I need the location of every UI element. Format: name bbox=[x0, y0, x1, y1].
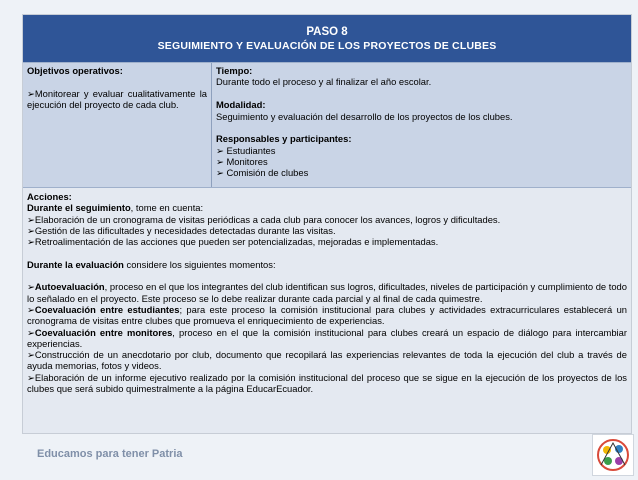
arrow-bullet-icon: ➢ bbox=[27, 303, 35, 315]
arrow-bullet-icon: ➢ bbox=[27, 87, 35, 99]
monitoring-intro: Durante el seguimiento, tome en cuenta: bbox=[27, 202, 204, 214]
clubs-logo-icon bbox=[592, 434, 634, 476]
objectives-text: Monitorear y evaluar cualitativamente la ejecución del proyecto de cada club. bbox=[27, 87, 207, 111]
timing-heading: Tiempo: bbox=[216, 65, 253, 76]
arrow-bullet-icon: ➢ bbox=[216, 167, 227, 179]
arrow-bullet-icon: ➢ bbox=[27, 371, 35, 383]
evaluation-item: ➢Coevaluación entre estudiantes; para este proceso la comisión institucional para clubes y actividades extracurriculares establecerá un cronograma de visitas entre clubes que promueva el enriquecimiento de experiencias. bbox=[27, 303, 627, 327]
objectives-cell bbox=[23, 63, 212, 187]
evaluation-item: ➢Elaboración de un informe ejecutivo realizado por la comisión institucional del proceso que se sigue en la ejecución de los proyectos de los clubes que será subido quimestralmente a la página EducarEcuador. bbox=[27, 371, 627, 395]
arrow-bullet-icon: ➢ bbox=[216, 156, 227, 168]
arrow-bullet-icon: ➢ bbox=[27, 236, 35, 248]
responsible-item: ➢ Comisión de clubes bbox=[216, 167, 309, 179]
info-row bbox=[23, 62, 631, 187]
arrow-bullet-icon: ➢ bbox=[216, 144, 227, 156]
timing-text: Durante todo el proceso y al finalizar el año escolar. bbox=[216, 76, 432, 88]
actions-cell bbox=[23, 187, 631, 433]
step-subtitle: SEGUIMIENTO Y EVALUACIÓN DE LOS PROYECTOS DE CLUBES bbox=[157, 39, 497, 52]
arrow-bullet-icon: ➢ bbox=[27, 326, 35, 338]
arrow-bullet-icon: ➢ bbox=[27, 224, 35, 236]
evaluation-item: ➢Autoevaluación, proceso en el que los integrantes del club identifican sus logros, dificultades, niveles de participación y cumplimiento de todo lo señalado en el proyecto. Este proceso se lo debe realizar durante cada parcial y al final de cada quimestre. bbox=[27, 281, 627, 304]
objectives-heading: Objetivos operativos: bbox=[27, 65, 123, 76]
monitoring-item: ➢Retroalimentación de las acciones que pueden ser potencializadas, mejoradas e implementadas. bbox=[27, 236, 439, 248]
step-table bbox=[22, 14, 632, 434]
responsibles-heading: Responsables y participantes: bbox=[216, 133, 352, 145]
responsible-item: ➢ Estudiantes bbox=[216, 144, 276, 156]
monitoring-item: ➢Elaboración de un cronograma de visitas periódicas a cada club para conocer los avances, logros y dificultades. bbox=[27, 213, 501, 225]
evaluation-item: ➢Coevaluación entre monitores, proceso en el que la comisión institucional para clubes creará un espacio de diálogo para intercambiar experiencias. bbox=[27, 326, 627, 349]
arrow-bullet-icon: ➢ bbox=[27, 281, 35, 293]
evaluation-item: ➢Construcción de un anecdotario por club, documento que recopilará las experiencias relevantes de toda la ejecución del club a través de ayuda memorias, fotos y videos. bbox=[27, 349, 627, 372]
modality-text: Seguimiento y evaluación del desarrollo de los proyectos de los clubes. bbox=[216, 110, 513, 122]
evaluation-intro: Durante la evaluación considere los siguientes momentos: bbox=[27, 258, 276, 270]
arrow-bullet-icon: ➢ bbox=[27, 349, 35, 361]
details-cell bbox=[212, 63, 631, 187]
footer-slogan: Educamos para tener Patria bbox=[37, 448, 183, 460]
monitoring-item: ➢Gestión de las dificultades y necesidades detectadas durante las visitas. bbox=[27, 224, 336, 236]
step-title: PASO 8 bbox=[306, 25, 348, 38]
actions-heading: Acciones: bbox=[27, 191, 72, 202]
responsible-item: ➢ Monitores bbox=[216, 156, 268, 168]
arrow-bullet-icon: ➢ bbox=[27, 213, 35, 225]
step-header bbox=[23, 15, 631, 62]
objectives-item bbox=[27, 88, 207, 111]
modality-heading: Modalidad: bbox=[216, 99, 266, 111]
